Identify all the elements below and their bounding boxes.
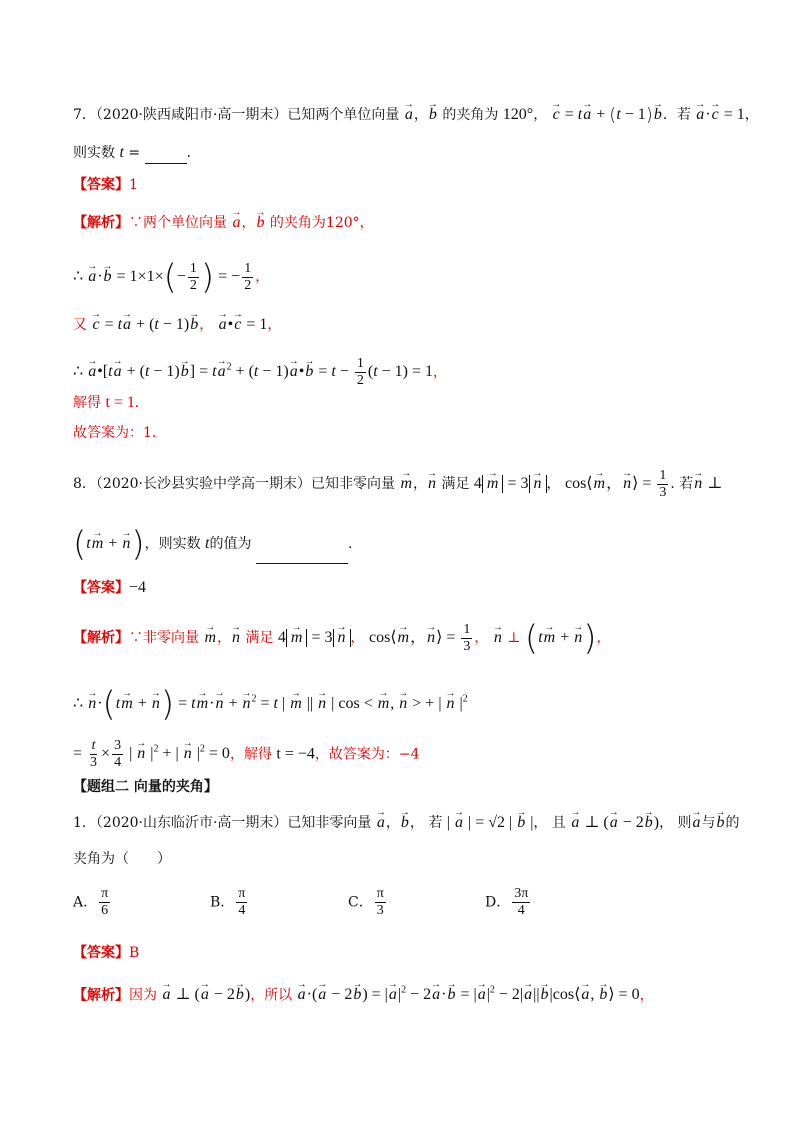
q7-analysis-tag: 【解析】	[73, 215, 129, 231]
q1-analysis-tag: 【解析】	[73, 987, 129, 1004]
option-label: B．	[210, 894, 235, 911]
q8-analysis-line-3: = $\frac{t}{3}$ × $\frac{3}{4}$ | → n $|^2$ + | → n $|^2 = 0$，解得 t = −4，故答案为：−4	[73, 730, 753, 774]
option-label: A．	[73, 894, 98, 911]
option-denominator: 4	[517, 903, 525, 918]
q8-analysis-line-1: 【解析】∵非零向量 → m，→ n 满足 4→ m = 3→ n ， cos⟨→ m，→ n⟩ = $\frac{1}{3}$ ， → n ⊥ (t→ m + → n)，	[73, 618, 753, 658]
q1-option-c[interactable]	[348, 886, 388, 919]
q7-stem-prefix: 7．（2020·陕西咸阳市·高一期末）已知两个单位向量	[73, 107, 400, 123]
q1-stem-prefix: 1．（2020·山东临沂市·高一期末）已知非零向量	[73, 815, 372, 831]
q1-then-text: 则	[677, 815, 692, 831]
q1-of-text: 的	[725, 815, 740, 831]
q7-answer-line	[73, 174, 753, 196]
q7-final-text: 故答案为：1.	[73, 425, 157, 441]
q8-answer-value: −4	[129, 579, 147, 596]
q8-final-answer: 故答案为：−4	[328, 746, 420, 763]
q7-cond-pre: 若	[676, 107, 691, 123]
q7-answer-tag: 【答案】	[73, 177, 129, 193]
q8-stem-mid: 满足	[441, 476, 470, 492]
q1-answer-value: B	[129, 945, 140, 961]
q7-stem-line-1: 7．（2020·陕西咸阳市·高一期末）已知两个单位向量 → a，→ b 的夹角为 120°， → c = t→ a + (t − 1)→ b．若 → a·→ c = 1，	[73, 104, 753, 126]
q1-answer-line	[73, 942, 753, 964]
option-numerator: 3π	[514, 886, 529, 901]
option-numerator: π	[238, 886, 246, 901]
q1-options-row	[73, 886, 753, 926]
q7-analysis-line-1: 【解析】∵两个单位向量 → a，→ b 的夹角为120°，	[73, 212, 753, 234]
q7-analysis-line-3: 又 → c = t→ a + (t − 1)→ b， → a•→ c = 1，	[73, 314, 753, 336]
q1-answer-tag: 【答案】	[73, 945, 129, 961]
q7-final-line	[73, 422, 753, 444]
option-label: D．	[485, 894, 511, 911]
q7-line2-text: 则实数	[73, 145, 115, 161]
q1-and-text: 且	[551, 815, 566, 831]
q1-option-b[interactable]	[210, 886, 249, 919]
q8-stem-line-2: (t→ m + → n)，则实数 t的值为 .	[73, 524, 753, 564]
q8-answer-tag: 【答案】	[73, 580, 129, 596]
q7-angle: 120°	[502, 106, 534, 123]
q7-answer-blank	[145, 163, 187, 164]
q1-with-text: 与	[701, 815, 716, 831]
q1-stem-line-1: 1．（2020·山东临沂市·高一期末）已知非零向量 → a，→ b， 若 | → a | = √2 | → b |， 且 → a ⊥ (→ a − 2→ b)， 则→ a与→ b的	[73, 812, 753, 834]
q8-analysis-text: ∵非零向量	[129, 630, 199, 646]
q1-option-a[interactable]	[73, 886, 112, 919]
q1-if-text: 若	[428, 815, 443, 831]
q8-stem-prefix: 8．（2020·长沙县实验中学高一期末）已知非零向量	[73, 476, 395, 492]
q7-stem-line-2: 则实数 t = .	[73, 142, 753, 164]
q8-if-text: 若	[679, 476, 694, 492]
option-numerator: π	[376, 886, 384, 901]
option-label: C．	[348, 894, 373, 911]
q1-option-d[interactable]	[485, 886, 532, 919]
q7-result-value: t = 1.	[105, 394, 139, 411]
q7-analysis-text: ∵两个单位向量	[129, 215, 227, 231]
q8-cos-label: cos⟨	[564, 475, 593, 492]
q8-analysis-mid: 满足	[245, 630, 274, 646]
q7-analysis-angle-text: 的夹角为120°，	[269, 215, 374, 231]
q7-result-label: 解得	[73, 395, 101, 411]
q8-analysis-tag: 【解析】	[73, 630, 129, 646]
q7-analysis-line-4: ∴ → a•[t→ $a + (t - 1)\to b] = t\to a^2 + (t - 1)\to$ a•→ b = t − $\frac{1}{2}$ (t − 1) = 1，	[73, 350, 753, 390]
q7-answer-value: 1	[129, 177, 138, 193]
q8-line2-text: ，则实数	[144, 536, 201, 552]
option-denominator: 3	[376, 903, 384, 918]
q8-answer-line	[73, 577, 753, 599]
q1-analysis-pre: 因为	[129, 987, 157, 1004]
option-denominator: 4	[238, 903, 246, 918]
q8-stem-line-1: 8．（2020·长沙县实验中学高一期末）已知非零向量 → m，→ n 满足 4→ m = 3→ n ， cos⟨→ m，→ n⟩ = $\frac{1}{3}$ . 若→ n ⊥	[73, 464, 753, 504]
q7-stem-mid: 的夹角为	[442, 107, 499, 123]
group2-title	[73, 776, 753, 798]
q7-result-line	[73, 392, 753, 414]
option-denominator: 6	[101, 903, 109, 918]
q8-solve-label: 解得	[243, 746, 272, 763]
q1-analysis-line: 【解析】因为 → a ⊥ (→ a − 2→ b)，所以 → a·(→ a − 2→ b) = |→ $a|^2 - 2\to a\cdot\to b$ = |→ $a|^2 - 2|\to a||\to$ b|cos⟨→ a, → b⟩ = 0，	[73, 976, 753, 1010]
q1-stem-line-2	[73, 848, 753, 870]
q1-line2-text: 夹角为（ ）	[73, 851, 171, 867]
q7-analysis-line-2: ∴ → a·→ b = 1×1×(− $\frac{1}{2}$ ) = − $\frac{1}{2}$ ，	[73, 257, 753, 297]
q1-analysis-mid: 所以	[264, 987, 293, 1004]
option-numerator: π	[101, 886, 109, 901]
q8-analysis-line-2: ∴ → n·(t→ m + → n) = t→ m·→ n + → $n^2 = t$ | → m || → n | cos < → m, → n > + | → n $|^2$	[73, 680, 753, 725]
q8-solve-value: t = −4	[276, 745, 315, 763]
q8-line2-mid: 的值为	[209, 536, 252, 552]
group2-title-text: 【题组二 向量的夹角】	[73, 779, 218, 795]
q7-analysis-you: 又	[73, 317, 87, 333]
q8-answer-blank	[256, 563, 348, 564]
